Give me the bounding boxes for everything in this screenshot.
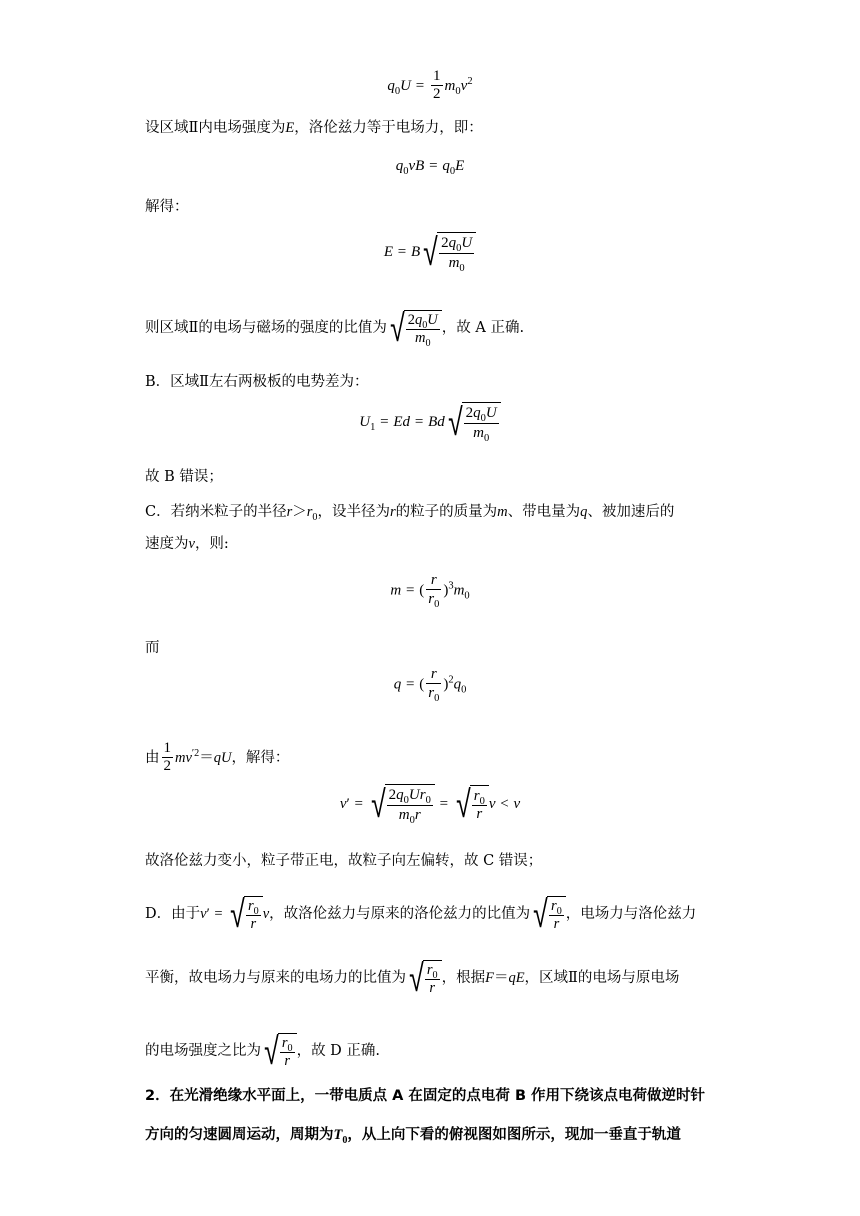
text-line: D．由于v′ = √ $\frac{r_0}{r}$ v，故洛伦兹力与原来的洛伦兹力的比值为√ $\frac{r_0}{r}$ ，电场力与洛伦兹力	[145, 892, 697, 936]
text-line: 故 B 错误；	[145, 469, 223, 485]
equation-energy: $q_0U$ = $\frac{1}{2}$ $m_0v^2$	[387, 68, 473, 103]
text-line: 由 $\frac{1}{2}$ $mv^{'2}=qU$，解得：	[145, 740, 290, 775]
text-line: 设区域Ⅱ内电场强度为E，洛伦兹力等于电场力，即：	[145, 120, 483, 136]
equation-force-balance: $q_0vB = q_0E$	[395, 158, 465, 177]
text-line: B．区域Ⅱ左右两极板的电势差为：	[145, 374, 369, 390]
equation-velocity: v′ = √ $\frac{2q_0Ur_0}{m_0r}$ = √ $\frac{r_0}{r}$ v < v	[339, 782, 521, 826]
text-line: 速度为v，则:	[145, 536, 229, 552]
question-2-line-1: 2．在光滑绝缘水平面上，一带电质点 A 在固定的点电荷 B 作用下绕该点电荷做逆时针	[145, 1088, 706, 1104]
text-line: 的电场强度之比为√ $\frac{r_0}{r}$ ，故 D 正确.	[145, 1029, 381, 1073]
text-line: C．若纳米粒子的半径$r>r_0$，设半径为r的粒子的质量为m、带电量为q、被加速后的	[145, 504, 675, 523]
equation-charge: q = ( $\frac{r}{r_0}$ )$^2q_0$	[393, 666, 467, 705]
text-line: 平衡，故电场力与原来的电场力的比值为√ $\frac{r_0}{r}$ ，根据F＝qE，区域Ⅱ的电场与原电场	[145, 956, 680, 1000]
text-line: 故洛伦兹力变小，粒子带正电，故粒子向左偏转，故 C 错误；	[145, 853, 543, 869]
text-line: 而	[145, 640, 160, 656]
equation-mass: m = ( $\frac{r}{r_0}$ )$^3m_0$	[390, 572, 470, 611]
equation-field-strength: E = B√ $\frac{2q_0U}{m_0}$	[0, 232, 860, 272]
text-line: 解得：	[145, 199, 189, 215]
text-line: 则区域Ⅱ的电场与磁场的强度的比值为√ $\frac{2q_0U}{m_0}$ ，故 A 正确.	[145, 306, 525, 350]
question-2-line-2: 方向的匀速圆周运动，周期为$T_0$，从上向下看的俯视图如图所示，现加一垂直于轨道	[145, 1127, 681, 1146]
equation-potential-difference: $U_1 = Ed = Bd√$ $\frac{2q_0U}{m_0}$	[0, 402, 860, 442]
